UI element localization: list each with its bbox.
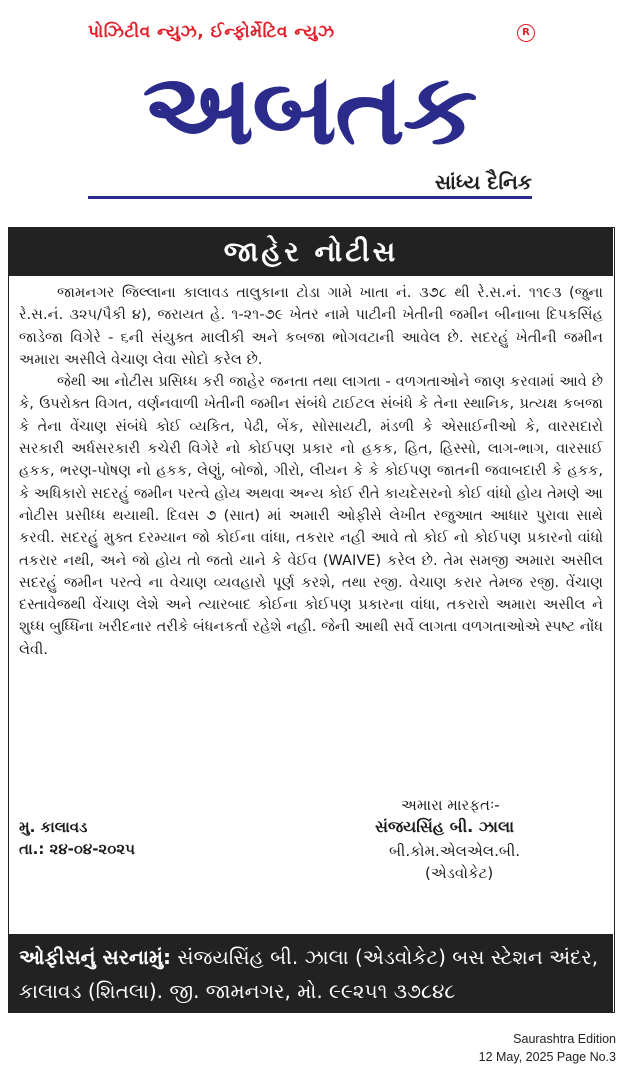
advocate-name: સંજયસિંહ બી. ઝાલા — [375, 817, 514, 836]
masthead-subtitle: સાંધ્ય દૈનિક — [434, 170, 532, 194]
signature-block — [9, 796, 613, 936]
public-notice — [8, 227, 615, 1013]
notice-paragraph-2: જેથી આ નોટીસ પ્રસિધ્ધ કરી જાહેર જનતા તથા લાગતા - વળગતાઓને જાણ કરવામાં આવે છે કે, ઉપરોક્ત વિગત, વર્ણનવાળી ખેતીની જમીન સંબંધે ટાઈટલ સંબંધે કે તેના સ્થાનિક, પ્રત્યક્ષ કબજા કે તેના વેંચાણ સંબંધે કોઈ વ્યકિત, પેઢી, બેંક, સોસાયટી, મંડળી કે એસાઈનીઓ કે, વારસદારો સરકારી અર્ધસરકારી કચેરી વિગેરે નો કોઈપણ પ્રકાર નો હકક, હિત, હિસ્સો, લાગ-ભાગ, વારસાઈ હકક, ભરણ-પોષણ નો હકક, લેણું, બોજો, ગીરો, લીયન કે કે કોઈપણ જાતની જવાબદારી કે હકક, કે અધિકારો સદરહું જમીન પરત્વે હોય અથવા અન્ય કોઈ રીતે કાયદેસરનો કોઈ વાંધો હોય તેમણે આ નોટીસ પ્રસીધ્ધ થયાથી. દિવસ ૭ (સાત) માં અમારી ઓફીસે લેખીત રજુઆત આધાર પુરાવા સાથે કરવી. સદરહું મુક્ત દરમ્યાન જો કોઈના વાંધા, તકરાર નહી આવે તો કોઈ નો કોઈપણ પ્રકારનો વાંધો તકરાર નથી, અને જો હોય તો જતો યાને કે વેઈવ (WAIVE) કરેલ છે. તેમ સમજી અમારા અસીલ સદરહું જમીન પરત્વે ના વેચાણ વ્યવહારો પૂર્ણ કરશે, તથા રજી. વેચાણ કરાર તેમજ રજી. વેંચાણ દસ્તાવેજથી વેંચાણ લેશે અને ત્યારબાદ કોઈના કોઈપણ પ્રકારના વાંધા, તકરારો અમારા અસીલ ને શુધ્ધ બુધ્ધિના ખરીદનાર તરીકે બંધનકર્તા રહેશે નહી. જેની આથી સર્વે લાગતા વળગતાઓએ સ્પષ્ટ નોંધ લેવી. — [19, 373, 603, 658]
logo-text: અબતક — [142, 53, 476, 167]
newspaper-logo — [84, 53, 534, 167]
office-address: સંજયસિંહ બી. ઝાલા (એડવોકેટ) બસ સ્ટેશન અંદર, કાલાવડ (શિતલા). જી. જામનગર, મો. ૯૯૨૫૧ ૩૭૮૪૮ — [19, 945, 599, 1003]
masthead — [0, 0, 626, 215]
via-label: અમારા મારફતઃ- — [401, 796, 500, 814]
notice-body — [19, 282, 603, 661]
notice-paragraph-1: જામનગર જિલ્લાના કાલાવડ તાલુકાના ટોડા ગામે ખાતા નં. ૩૭૮ થી રે.સ.નં. ૧૧૯૩ (જુના રે.સ.નં. ૩૨૫/પૈકી ૪), જરાયત હે. ૧-૨૧-૭૯ ખેતર નામે પાટીની ખેતીની જમીન બીનાબા દિપકસિંહ જાડેજા વિગેરે - ૬ની સંયુક્ત માલીકી અને કબજા ભોગવટાની આવેલ છે. સદરહું ખેતીની જમીન અમારા અસીલે વેચાણ લેવા સોદો કરેલ છે. — [19, 284, 603, 368]
registered-trademark-icon: R — [517, 24, 535, 42]
advocate-role: (એડવોકેટ) — [425, 864, 494, 882]
office-address-bar — [9, 934, 613, 1012]
tagline: પોઝિટીવ ન્યુઝ, ઈન્ફોર્મેટિવ ન્યુઝ — [88, 22, 335, 42]
masthead-rule — [88, 196, 532, 199]
advocate-degree: બી.કોમ.એલએલ.બી. — [389, 842, 521, 860]
notice-date: તા.: ૨૪-૦૪-૨૦૨૫ — [19, 840, 135, 858]
edition-date-page: 12 May, 2025 Page No.3 — [478, 1050, 616, 1064]
page-footer — [366, 1030, 616, 1066]
office-label: ઓફીસનું સરનામું: — [19, 945, 171, 969]
edition-name: Saurashtra Edition — [513, 1032, 616, 1046]
place: મુ. કાલાવડ — [19, 818, 88, 836]
notice-heading: જાહેર નોટીસ — [9, 228, 613, 276]
